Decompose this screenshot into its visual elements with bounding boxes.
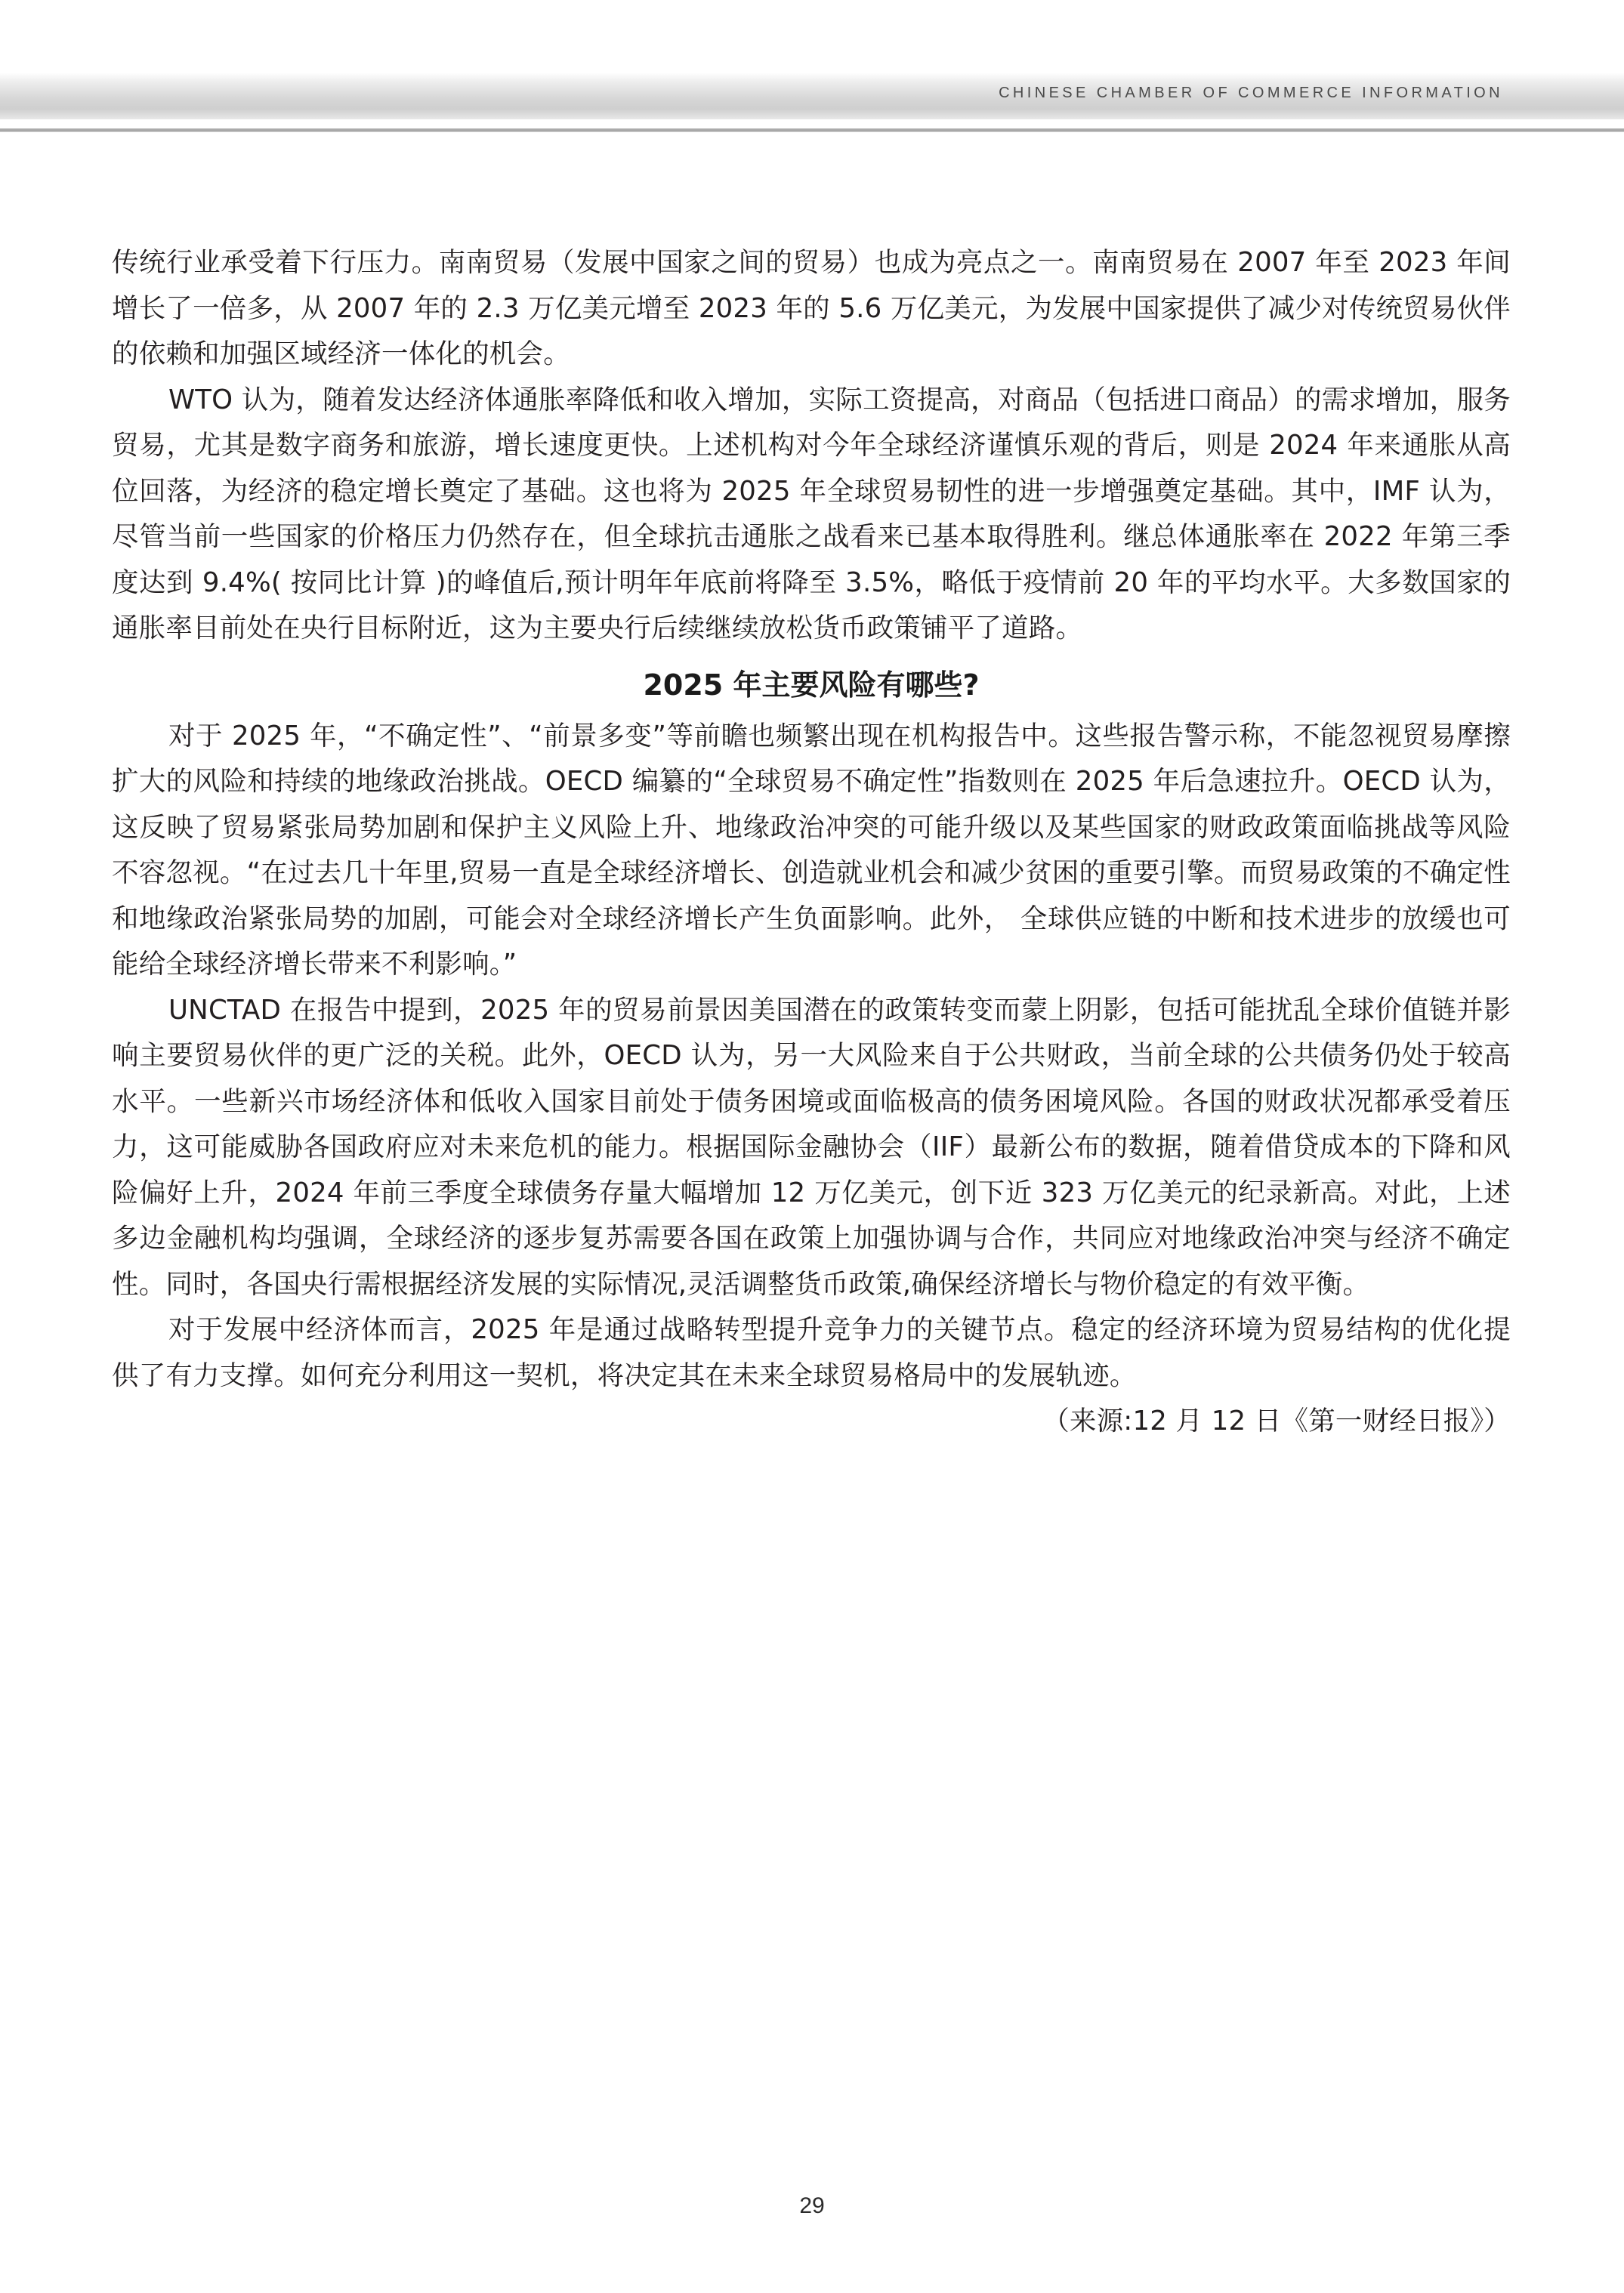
page-number: 29 [799, 2193, 825, 2218]
running-header-title: CHINESE CHAMBER OF COMMERCE INFORMATION [999, 85, 1503, 101]
header-divider [0, 128, 1624, 132]
paragraph-5: 对于发展中经济体而言，2025 年是通过战略转型提升竞争力的关键节点。稳定的经济环境为贸易结构的优化提供了有力支撑。如何充分利用这一契机，将决定其在未来全球贸易格局中的发展轨迹。 [112, 1314, 1511, 1391]
paragraph-2: WTO 认为，随着发达经济体通胀率降低和收入增加，实际工资提高，对商品（包括进口商品）的需求增加，服务贸易，尤其是数字商务和旅游，增长速度更快。上述机构对今年全球经济谨慎乐观的背后，则是 2024 年来通胀从高位回落，为经济的稳定增长奠定了基础。这也将为 2025 年全球贸易韧性的进一步增强奠定基础。其中，IMF 认为，尽管当前一些国家的价格压力仍然存在，但全球抗击通胀之战看来已基本取得胜利。继总体通胀率在 2022 年第三季度达到 9.4%( 按同比计算 )的峰值后,预计明年年底前将降至 3.5%，略低于疫情前 20 年的平均水平。大多数国家的通胀率目前处在央行目标附近，这为主要央行后续继续放松货币政策铺平了道路。 [112, 384, 1511, 643]
article-body [112, 240, 1511, 1445]
paragraph-4: UNCTAD 在报告中提到，2025 年的贸易前景因美国潜在的政策转变而蒙上阴影，包括可能扰乱全球价值链并影响主要贸易伙伴的更广泛的关税。此外，OECD 认为，另一大风险来自于公共财政，当前全球的公共债务仍处于较高水平。一些新兴市场经济体和低收入国家目前处于债务困境或面临极高的债务困境风险。各国的财政状况都承受着压力，这可能威胁各国政府应对未来危机的能力。根据国际金融协会（IIF）最新公布的数据，随着借贷成本的下降和风险偏好上升，2024 年前三季度全球债务存量大幅增加 12 万亿美元，创下近 323 万亿美元的纪录新高。对此，上述多边金融机构均强调，全球经济的逐步复苏需要各国在政策上加强协调与合作，共同应对地缘政治冲突与经济不确定性。同时，各国央行需根据经济发展的实际情况,灵活调整货币政策,确保经济增长与物价稳定的有效平衡。 [112, 994, 1511, 1300]
paragraph-1: 传统行业承受着下行压力。南南贸易（发展中国家之间的贸易）也成为亮点之一。南南贸易在 2007 年至 2023 年间增长了一倍多，从 2007 年的 2.3 万亿美元增至 2023 年的 5.6 万亿美元，为发展中国家提供了减少对传统贸易伙伴的依赖和加强区域经济一体化的机会。 [112, 247, 1511, 369]
paragraph-3: 对于 2025 年，“不确定性”、“前景多变”等前瞻也频繁出现在机构报告中。这些报告警示称，不能忽视贸易摩擦扩大的风险和持续的地缘政治挑战。OECD 编纂的“全球贸易不确定性”指数则在 2025 年后急速拉升。OECD 认为，这反映了贸易紧张局势加剧和保护主义风险上升、地缘政治冲突的可能升级以及某些国家的财政政策面临挑战等风险不容忽视。“在过去几十年里,贸易一直是全球经济增长、创造就业机会和减少贫困的重要引擎。而贸易政策的不确定性和地缘政治紧张局势的加剧，可能会对全球经济增长产生负面影响。此外， 全球供应链的中断和技术进步的放缓也可能给全球经济增长带来不利影响。” [112, 720, 1511, 980]
section-heading: 2025 年主要风险有哪些? [643, 668, 980, 702]
source-attribution: （来源:12 月 12 日《第一财经日报》） [1042, 1406, 1511, 1437]
